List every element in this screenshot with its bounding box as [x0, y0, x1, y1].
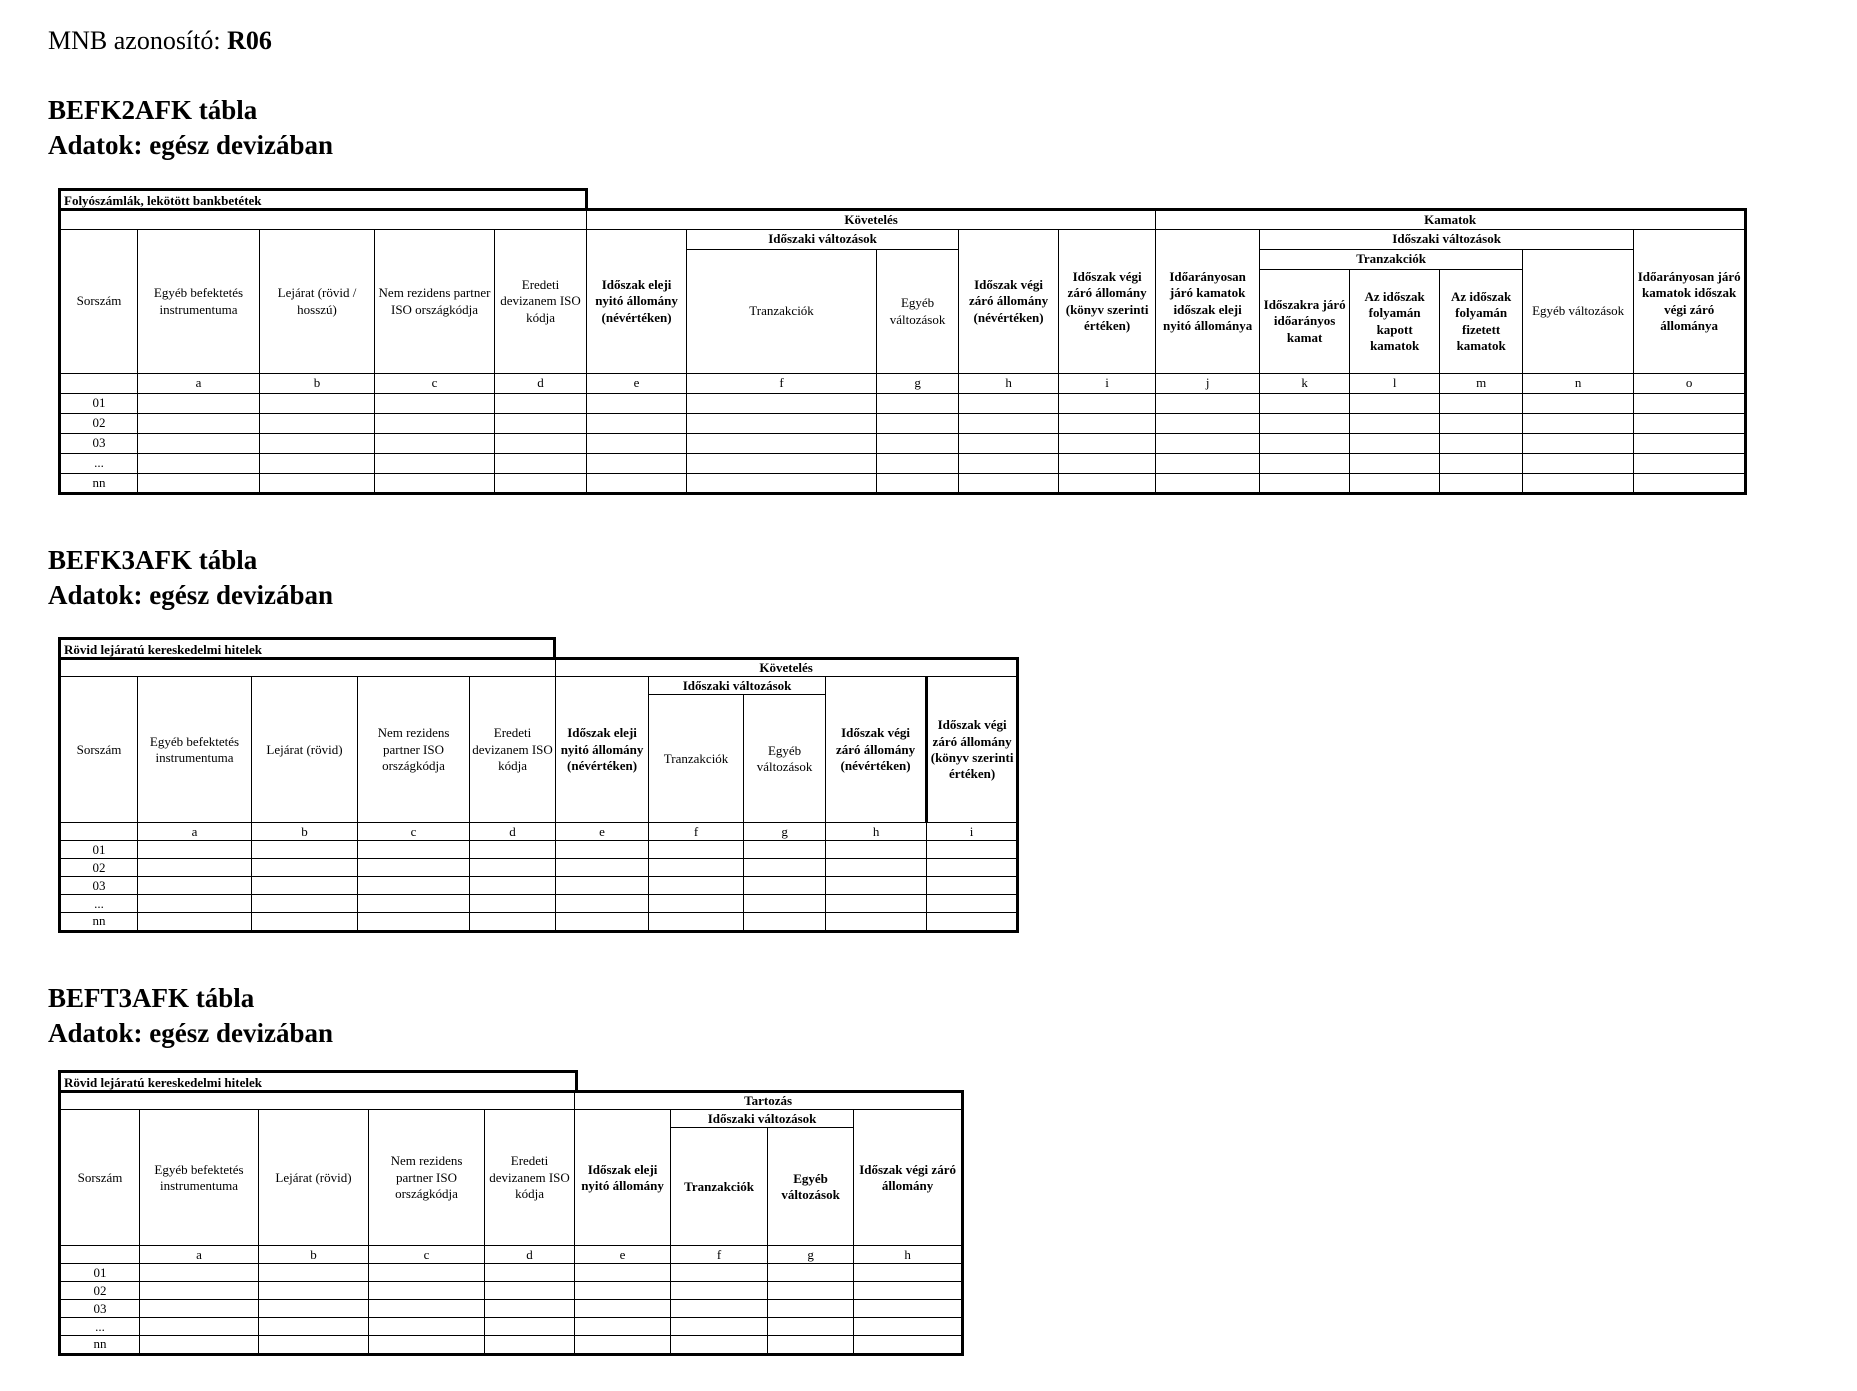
- t3-letter: a: [140, 1246, 259, 1264]
- data-cell[interactable]: [1634, 454, 1746, 474]
- data-cell[interactable]: [495, 454, 587, 474]
- data-cell[interactable]: [1634, 434, 1746, 454]
- t3-section: [58, 1070, 961, 1375]
- t2-h-h: Időszak végi záró állomány (névértéken): [826, 677, 927, 823]
- data-cell[interactable]: [259, 1336, 369, 1354]
- row-number: nn: [60, 474, 138, 494]
- data-cell[interactable]: [1350, 394, 1440, 414]
- t1-letter: a: [138, 374, 260, 394]
- table-row: [60, 895, 1018, 913]
- t2-caption: Rövid lejáratú kereskedelmi hitelek: [58, 637, 556, 657]
- data-cell[interactable]: [927, 877, 1018, 895]
- t1-letter: g: [877, 374, 959, 394]
- data-cell[interactable]: [826, 841, 927, 859]
- data-cell[interactable]: [687, 414, 877, 434]
- t2-letter: b: [252, 823, 358, 841]
- t2-h-a: Egyéb befektetés instrumentuma: [138, 677, 252, 823]
- data-cell[interactable]: [826, 895, 927, 913]
- t1-title: BEFK2AFK tábla: [48, 95, 258, 125]
- data-cell[interactable]: [877, 454, 959, 474]
- data-cell[interactable]: [470, 859, 556, 877]
- t1-idoszaki-kovetel: Időszaki változások: [687, 230, 959, 250]
- data-cell[interactable]: [959, 474, 1059, 494]
- t2-table: [58, 657, 1019, 933]
- t1-h-d: Eredeti devizanem ISO kódja: [495, 230, 587, 374]
- data-cell[interactable]: [959, 394, 1059, 414]
- row-number: ...: [60, 454, 138, 474]
- data-cell[interactable]: [687, 434, 877, 454]
- t3-h-sorszam: Sorszám: [60, 1110, 140, 1246]
- row-number: 02: [60, 414, 138, 434]
- mnb-label: MNB azonosító:: [48, 26, 221, 55]
- data-cell[interactable]: [259, 1300, 369, 1318]
- data-cell[interactable]: [927, 841, 1018, 859]
- data-cell[interactable]: [1350, 474, 1440, 494]
- table-row: [60, 394, 1746, 414]
- data-cell[interactable]: [877, 394, 959, 414]
- t3-h-d: Eredeti devizanem ISO kódja: [485, 1110, 575, 1246]
- data-cell[interactable]: [1350, 414, 1440, 434]
- t3-title: BEFT3AFK tábla: [48, 983, 255, 1013]
- data-cell[interactable]: [358, 841, 470, 859]
- data-cell[interactable]: [375, 434, 495, 454]
- t2-group-kovetel: Követelés: [556, 659, 1018, 677]
- t3-letter: e: [575, 1246, 671, 1264]
- data-cell[interactable]: [1156, 414, 1260, 434]
- t1-letter: k: [1260, 374, 1350, 394]
- t1-h-b: Lejárat (rövid / hosszú): [260, 230, 375, 374]
- data-cell[interactable]: [1059, 414, 1156, 434]
- data-cell[interactable]: [485, 1336, 575, 1354]
- t1-tranzakciok-group: Tranzakciók: [1260, 250, 1523, 270]
- t2-subtitle: Adatok: egész devizában: [48, 580, 333, 610]
- data-cell[interactable]: [138, 895, 252, 913]
- data-cell[interactable]: [671, 1264, 768, 1282]
- data-cell[interactable]: [138, 394, 260, 414]
- row-number: ...: [60, 1318, 140, 1336]
- t1-group-kovetel: Követelés: [587, 210, 1156, 230]
- data-cell[interactable]: [556, 895, 649, 913]
- data-cell[interactable]: [687, 474, 877, 494]
- data-cell[interactable]: [259, 1282, 369, 1300]
- t1-group-kamatok: Kamatok: [1156, 210, 1746, 230]
- table-row: [60, 1318, 963, 1336]
- table-row: [60, 474, 1746, 494]
- t3-h-c: Nem rezidens partner ISO országkódja: [369, 1110, 485, 1246]
- table-row: [60, 1264, 963, 1282]
- data-cell[interactable]: [587, 434, 687, 454]
- t3-letter: f: [671, 1246, 768, 1264]
- data-cell[interactable]: [854, 1336, 963, 1354]
- t3-h-h: Időszak végi záró állomány: [854, 1110, 963, 1246]
- data-cell[interactable]: [768, 1318, 854, 1336]
- t2-h-f: Tranzakciók: [649, 695, 744, 823]
- data-cell[interactable]: [575, 1300, 671, 1318]
- table-row: [60, 1336, 963, 1354]
- t3-body: [60, 1264, 963, 1354]
- t3-h-b: Lejárat (rövid): [259, 1110, 369, 1246]
- data-cell[interactable]: [649, 895, 744, 913]
- data-cell[interactable]: [140, 1282, 259, 1300]
- data-cell[interactable]: [1440, 414, 1523, 434]
- data-cell[interactable]: [826, 877, 927, 895]
- t1-letter: [60, 374, 138, 394]
- data-cell[interactable]: [495, 394, 587, 414]
- t1-letter-row: [60, 374, 1746, 394]
- t2-idoszaki: Időszaki változások: [649, 677, 826, 695]
- data-cell[interactable]: [1350, 454, 1440, 474]
- data-cell[interactable]: [768, 1282, 854, 1300]
- data-cell[interactable]: [556, 913, 649, 931]
- t2-letter: c: [358, 823, 470, 841]
- t3-caption: Rövid lejáratú kereskedelmi hitelek: [58, 1070, 578, 1090]
- t1-h-n: Egyéb változások: [1523, 250, 1634, 374]
- t2-letter: a: [138, 823, 252, 841]
- data-cell[interactable]: [252, 841, 358, 859]
- row-number: 01: [60, 1264, 140, 1282]
- t2-h-e: Időszak eleji nyitó állomány (névértéken): [556, 677, 649, 823]
- data-cell[interactable]: [495, 434, 587, 454]
- data-cell[interactable]: [649, 859, 744, 877]
- data-cell[interactable]: [1523, 454, 1634, 474]
- data-cell[interactable]: [927, 895, 1018, 913]
- t2-title: BEFK3AFK tábla: [48, 545, 258, 575]
- t1-h-c: Nem rezidens partner ISO országkódja: [375, 230, 495, 374]
- t1-section: [58, 188, 1744, 508]
- data-cell[interactable]: [1523, 414, 1634, 434]
- data-cell[interactable]: [485, 1264, 575, 1282]
- data-cell[interactable]: [1634, 394, 1746, 414]
- data-cell[interactable]: [959, 434, 1059, 454]
- data-cell[interactable]: [252, 895, 358, 913]
- data-cell[interactable]: [744, 895, 826, 913]
- t1-table: [58, 208, 1747, 495]
- data-cell[interactable]: [575, 1318, 671, 1336]
- data-cell[interactable]: [671, 1282, 768, 1300]
- t1-h-l: Az időszak folyamán kapott kamatok: [1350, 270, 1440, 374]
- data-cell[interactable]: [375, 394, 495, 414]
- data-cell[interactable]: [1156, 394, 1260, 414]
- table-row: [60, 414, 1746, 434]
- t3-h-e: Időszak eleji nyitó állomány: [575, 1110, 671, 1246]
- t3-group-tartozas: Tartozás: [575, 1092, 963, 1110]
- data-cell[interactable]: [1634, 414, 1746, 434]
- data-cell[interactable]: [649, 913, 744, 931]
- data-cell[interactable]: [369, 1300, 485, 1318]
- data-cell[interactable]: [495, 474, 587, 494]
- t1-idoszaki-kamatok: Időszaki változások: [1260, 230, 1634, 250]
- data-cell[interactable]: [470, 913, 556, 931]
- data-cell[interactable]: [877, 474, 959, 494]
- data-cell[interactable]: [470, 877, 556, 895]
- data-cell[interactable]: [587, 414, 687, 434]
- data-cell[interactable]: [369, 1264, 485, 1282]
- t1-letter: o: [1634, 374, 1746, 394]
- t3-letter: [60, 1246, 140, 1264]
- t2-letter: e: [556, 823, 649, 841]
- t2-letter: d: [470, 823, 556, 841]
- data-cell[interactable]: [1523, 394, 1634, 414]
- t2-h-g: Egyéb változások: [744, 695, 826, 823]
- data-cell[interactable]: [671, 1300, 768, 1318]
- data-cell[interactable]: [1440, 434, 1523, 454]
- data-cell[interactable]: [375, 474, 495, 494]
- data-cell[interactable]: [138, 414, 260, 434]
- data-cell[interactable]: [369, 1282, 485, 1300]
- t1-h-h: Időszak végi záró állomány (névértéken): [959, 230, 1059, 374]
- data-cell[interactable]: [854, 1318, 963, 1336]
- data-cell[interactable]: [358, 913, 470, 931]
- data-cell[interactable]: [877, 434, 959, 454]
- data-cell[interactable]: [556, 859, 649, 877]
- data-cell[interactable]: [1260, 434, 1350, 454]
- t1-letter: n: [1523, 374, 1634, 394]
- data-cell[interactable]: [854, 1282, 963, 1300]
- data-cell[interactable]: [252, 877, 358, 895]
- t1-letter: b: [260, 374, 375, 394]
- t1-h-m: Az időszak folyamán fizetett kamatok: [1440, 270, 1523, 374]
- t2-h-i: Időszak végi záró állomány (könyv szerinti értéken): [927, 677, 1018, 823]
- table-row: [60, 859, 1018, 877]
- data-cell[interactable]: [1059, 434, 1156, 454]
- row-number: 02: [60, 859, 138, 877]
- t3-h-g: Egyéb változások: [768, 1128, 854, 1246]
- data-cell[interactable]: [649, 841, 744, 859]
- data-cell[interactable]: [556, 877, 649, 895]
- data-cell[interactable]: [556, 841, 649, 859]
- data-cell[interactable]: [1440, 394, 1523, 414]
- data-cell[interactable]: [358, 877, 470, 895]
- t1-letter: f: [687, 374, 877, 394]
- table-row: [60, 1300, 963, 1318]
- data-cell[interactable]: [587, 474, 687, 494]
- data-cell[interactable]: [138, 913, 252, 931]
- t2-letter: i: [927, 823, 1018, 841]
- row-number: 01: [60, 394, 138, 414]
- t3-letter: b: [259, 1246, 369, 1264]
- data-cell[interactable]: [744, 859, 826, 877]
- data-cell[interactable]: [252, 859, 358, 877]
- data-cell[interactable]: [575, 1282, 671, 1300]
- data-cell[interactable]: [1059, 454, 1156, 474]
- data-cell[interactable]: [959, 414, 1059, 434]
- data-cell[interactable]: [259, 1264, 369, 1282]
- data-cell[interactable]: [854, 1300, 963, 1318]
- row-number: 02: [60, 1282, 140, 1300]
- data-cell[interactable]: [587, 454, 687, 474]
- data-cell[interactable]: [485, 1318, 575, 1336]
- data-cell[interactable]: [1634, 474, 1746, 494]
- data-cell[interactable]: [575, 1264, 671, 1282]
- data-cell[interactable]: [1350, 434, 1440, 454]
- mnb-code: R06: [227, 26, 272, 55]
- t3-idoszaki: Időszaki változások: [671, 1110, 854, 1128]
- mnb-identifier: [48, 26, 272, 56]
- table-row: [60, 1282, 963, 1300]
- t1-letter: h: [959, 374, 1059, 394]
- data-cell[interactable]: [138, 841, 252, 859]
- data-cell[interactable]: [485, 1300, 575, 1318]
- data-cell[interactable]: [358, 895, 470, 913]
- data-cell[interactable]: [138, 859, 252, 877]
- data-cell[interactable]: [854, 1264, 963, 1282]
- table-row: [60, 877, 1018, 895]
- data-cell[interactable]: [826, 913, 927, 931]
- t2-letter: g: [744, 823, 826, 841]
- t3-h-a: Egyéb befektetés instrumentuma: [140, 1110, 259, 1246]
- t2-letter: h: [826, 823, 927, 841]
- data-cell[interactable]: [140, 1300, 259, 1318]
- data-cell[interactable]: [1156, 434, 1260, 454]
- t1-letter: j: [1156, 374, 1260, 394]
- data-cell[interactable]: [1156, 454, 1260, 474]
- data-cell[interactable]: [826, 859, 927, 877]
- t1-h-i: Időszak végi záró állomány (könyv szerinti értéken): [1059, 230, 1156, 374]
- t1-h-g: Egyéb változások: [877, 250, 959, 374]
- t3-letter: g: [768, 1246, 854, 1264]
- data-cell[interactable]: [260, 474, 375, 494]
- data-cell[interactable]: [369, 1318, 485, 1336]
- data-cell[interactable]: [140, 1318, 259, 1336]
- data-cell[interactable]: [138, 434, 260, 454]
- t1-letter: d: [495, 374, 587, 394]
- row-number: nn: [60, 1336, 140, 1354]
- t3-letter-row: [60, 1246, 963, 1264]
- data-cell[interactable]: [375, 454, 495, 474]
- data-cell[interactable]: [768, 1264, 854, 1282]
- t1-h-o: Időarányosan járó kamatok időszak végi záró állománya: [1634, 230, 1746, 374]
- data-cell[interactable]: [140, 1336, 259, 1354]
- t2-h-b: Lejárat (rövid): [252, 677, 358, 823]
- data-cell[interactable]: [470, 895, 556, 913]
- t3-h-f: Tranzakciók: [671, 1128, 768, 1246]
- data-cell[interactable]: [671, 1336, 768, 1354]
- data-cell[interactable]: [260, 414, 375, 434]
- t1-subtitle: Adatok: egész devizában: [48, 130, 333, 160]
- t1-h-a: Egyéb befektetés instrumentuma: [138, 230, 260, 374]
- data-cell[interactable]: [260, 394, 375, 414]
- t1-caption: Folyószámlák, lekötött bankbetétek: [58, 188, 588, 208]
- data-cell[interactable]: [260, 434, 375, 454]
- t3-letter: c: [369, 1246, 485, 1264]
- t3-letter: d: [485, 1246, 575, 1264]
- t1-h-e: Időszak eleji nyitó állomány (névértéken): [587, 230, 687, 374]
- table-row: [60, 434, 1746, 454]
- t1-letter: i: [1059, 374, 1156, 394]
- data-cell[interactable]: [1260, 414, 1350, 434]
- row-number: nn: [60, 913, 138, 931]
- data-cell[interactable]: [138, 454, 260, 474]
- data-cell[interactable]: [687, 454, 877, 474]
- data-cell[interactable]: [470, 841, 556, 859]
- data-cell[interactable]: [877, 414, 959, 434]
- data-cell[interactable]: [1059, 394, 1156, 414]
- t2-h-sorszam: Sorszám: [60, 677, 138, 823]
- row-number: 03: [60, 434, 138, 454]
- data-cell[interactable]: [138, 474, 260, 494]
- data-cell[interactable]: [140, 1264, 259, 1282]
- data-cell[interactable]: [768, 1300, 854, 1318]
- t1-body: [60, 394, 1746, 494]
- t3-table: [58, 1090, 964, 1356]
- data-cell[interactable]: [587, 394, 687, 414]
- data-cell[interactable]: [575, 1336, 671, 1354]
- data-cell[interactable]: [1260, 474, 1350, 494]
- t1-h-f: Tranzakciók: [687, 250, 877, 374]
- t2-letter: f: [649, 823, 744, 841]
- data-cell[interactable]: [252, 913, 358, 931]
- data-cell[interactable]: [1260, 394, 1350, 414]
- table-row: [60, 841, 1018, 859]
- row-number: 01: [60, 841, 138, 859]
- data-cell[interactable]: [959, 454, 1059, 474]
- t1-h-sorszam: Sorszám: [60, 230, 138, 374]
- t2-section: [58, 637, 1016, 947]
- data-cell[interactable]: [927, 859, 1018, 877]
- t1-letter: l: [1350, 374, 1440, 394]
- data-cell[interactable]: [687, 394, 877, 414]
- t2-h-c: Nem rezidens partner ISO országkódja: [358, 677, 470, 823]
- t1-h-k: Időszakra járó időarányos kamat: [1260, 270, 1350, 374]
- data-cell[interactable]: [1440, 454, 1523, 474]
- t1-letter: e: [587, 374, 687, 394]
- data-cell[interactable]: [1440, 474, 1523, 494]
- t1-letter: m: [1440, 374, 1523, 394]
- t2-body: [60, 841, 1018, 931]
- table-row: [60, 913, 1018, 931]
- data-cell[interactable]: [1523, 434, 1634, 454]
- data-cell[interactable]: [927, 913, 1018, 931]
- data-cell[interactable]: [1059, 474, 1156, 494]
- t1-h-j: Időarányosan járó kamatok időszak eleji nyitó állománya: [1156, 230, 1260, 374]
- row-number: ...: [60, 895, 138, 913]
- data-cell[interactable]: [744, 913, 826, 931]
- data-cell[interactable]: [260, 454, 375, 474]
- data-cell[interactable]: [671, 1318, 768, 1336]
- t2-letter: [60, 823, 138, 841]
- data-cell[interactable]: [768, 1336, 854, 1354]
- data-cell[interactable]: [1156, 474, 1260, 494]
- data-cell[interactable]: [744, 877, 826, 895]
- data-cell[interactable]: [495, 414, 587, 434]
- data-cell[interactable]: [1260, 454, 1350, 474]
- data-cell[interactable]: [259, 1318, 369, 1336]
- data-cell[interactable]: [485, 1282, 575, 1300]
- table-row: [60, 454, 1746, 474]
- t1-letter: c: [375, 374, 495, 394]
- t3-letter: h: [854, 1246, 963, 1264]
- data-cell[interactable]: [369, 1336, 485, 1354]
- data-cell[interactable]: [138, 877, 252, 895]
- data-cell[interactable]: [1523, 474, 1634, 494]
- row-number: 03: [60, 1300, 140, 1318]
- data-cell[interactable]: [649, 877, 744, 895]
- data-cell[interactable]: [744, 841, 826, 859]
- t2-h-d: Eredeti devizanem ISO kódja: [470, 677, 556, 823]
- t3-subtitle: Adatok: egész devizában: [48, 1018, 333, 1048]
- data-cell[interactable]: [358, 859, 470, 877]
- row-number: 03: [60, 877, 138, 895]
- data-cell[interactable]: [375, 414, 495, 434]
- t2-letter-row: [60, 823, 1018, 841]
